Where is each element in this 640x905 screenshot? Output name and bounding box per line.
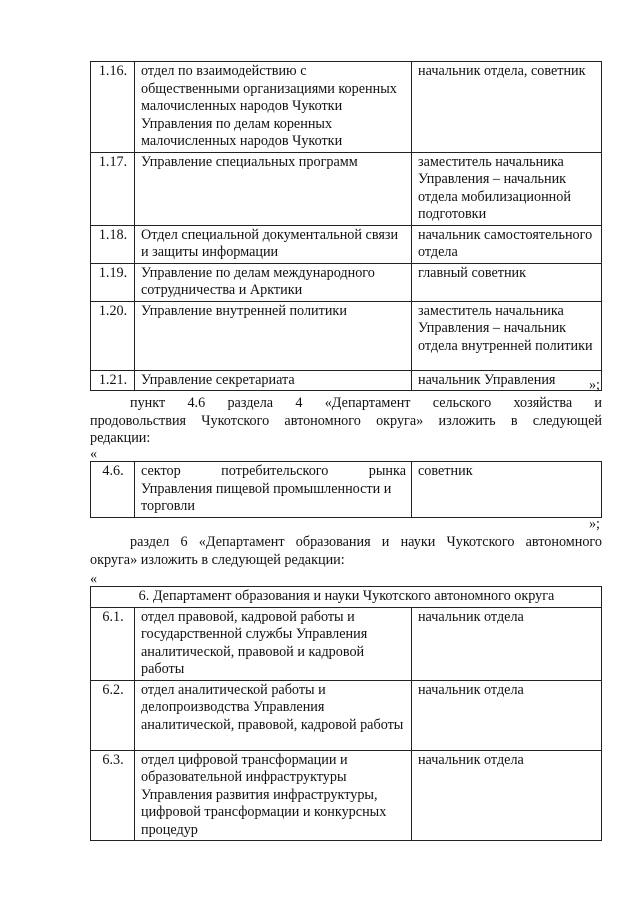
positions-table-section-4: [90, 461, 602, 518]
table-row: [91, 370, 602, 391]
position-title: начальник отдела: [411, 607, 601, 680]
unit-name: [135, 462, 412, 518]
positions-table-section-6: [90, 586, 602, 841]
opening-quote: «: [90, 446, 98, 462]
unit-name-line: сектор потребительского рынка: [141, 463, 406, 479]
row-number: 6.2.: [91, 680, 135, 750]
row-number: 1.17.: [91, 152, 135, 225]
row-number: 1.21.: [91, 370, 135, 391]
position-title: заместитель начальника Управления – начальник отдела внутренней политики: [412, 301, 602, 370]
row-number: 1.16.: [91, 62, 135, 153]
position-title: начальник Управления: [412, 370, 602, 391]
unit-name: Отдел специальной документальной связи и защиты информации: [135, 225, 412, 263]
row-number: 6.3.: [91, 750, 135, 841]
unit-name: Управление специальных программ: [135, 152, 412, 225]
paragraph-line: редакции:: [90, 430, 151, 446]
table-header-row: [91, 587, 602, 608]
closing-quote: »;: [588, 377, 600, 393]
table-row: [91, 301, 602, 370]
paragraph-line: округа» изложить в следующей редакции:: [90, 551, 345, 568]
position-title: главный советник: [412, 263, 602, 301]
table-row: [91, 225, 602, 263]
paragraph-line: пункт 4.6 раздела 4 «Департамент сельского хозяйства и: [130, 395, 602, 411]
unit-name: отдел аналитической работы и делопроизводства Управления аналитической, правовой, кадровой работы: [135, 680, 412, 750]
unit-name: Управление внутренней политики: [135, 301, 412, 370]
position-title: начальник отдела: [411, 750, 601, 841]
row-number: 6.1.: [91, 607, 135, 680]
row-number: 1.18.: [91, 225, 135, 263]
position-title: начальник отдела, советник: [412, 62, 602, 153]
closing-quote: »;: [588, 516, 600, 532]
position-title: заместитель начальника Управления – начальник отдела мобилизационной подготовки: [412, 152, 602, 225]
unit-name: отдел по взаимодействию с общественными организациями коренных малочисленных народов Чукотки Управления по делам коренных малочисленных народов Чукотки: [135, 62, 412, 153]
position-title: начальник отдела: [411, 680, 601, 750]
unit-name: Управление секретариата: [135, 370, 412, 391]
position-title: советник: [412, 462, 602, 518]
unit-name-rest: Управления пищевой промышленности и торговли: [141, 480, 392, 514]
paragraph-line: раздел 6 «Департамент образования и науки Чукотского автономного: [130, 534, 602, 550]
row-number: 1.20.: [91, 301, 135, 370]
table-row: [91, 263, 602, 301]
unit-name: Управление по делам международного сотрудничества и Арктики: [135, 263, 412, 301]
section-title: 6. Департамент образования и науки Чукотского автономного округа: [91, 587, 602, 608]
table-row: [91, 62, 602, 153]
table-row: [91, 607, 602, 680]
row-number: 4.6.: [91, 462, 135, 518]
opening-quote: «: [90, 571, 98, 587]
unit-name: отдел правовой, кадровой работы и государственной службы Управления аналитической, правовой и кадровой работы: [135, 607, 412, 680]
table-row: [91, 462, 602, 518]
position-title: начальник самостоятельного отдела: [412, 225, 602, 263]
table-row: [91, 680, 602, 750]
table-row: [91, 750, 602, 841]
table-row: [91, 152, 602, 225]
instruction-paragraph: [90, 395, 602, 448]
positions-table-section-1: [90, 61, 602, 391]
paragraph-line: продовольствия Чукотского автономного округа» изложить в следующей: [90, 412, 602, 429]
row-number: 1.19.: [91, 263, 135, 301]
unit-name: отдел цифровой трансформации и образовательной инфраструктуры Управления развития инфраструктуры, цифровой трансформации и конкурсных процедур: [135, 750, 412, 841]
instruction-paragraph: [90, 534, 602, 569]
